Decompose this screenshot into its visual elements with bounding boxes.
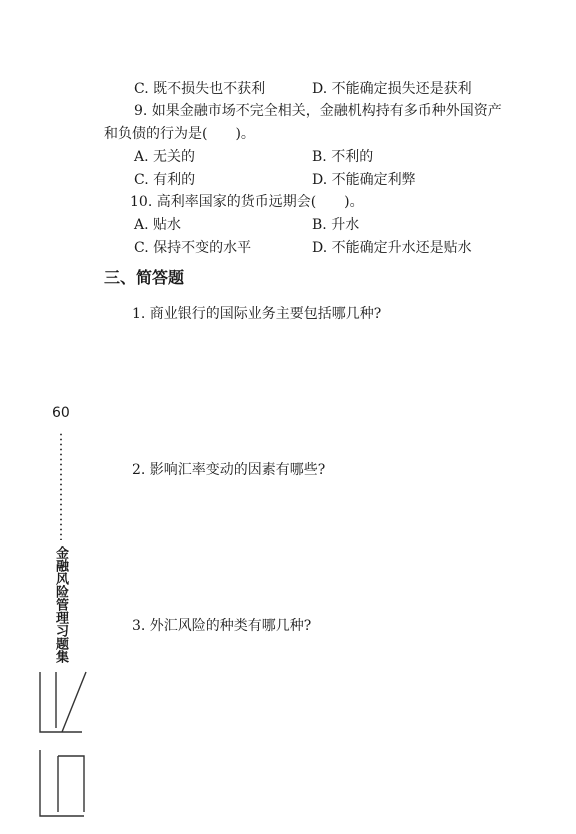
margin-dotted-rule [60,432,62,540]
q9-stem-line1: 9. 如果金融市场不完全相关，金融机构持有多币种外国资产 [134,103,502,119]
deco-frame-bottom-right [58,756,84,812]
q9-option-d: D. 不能确定利弊 [312,172,416,188]
q8-option-c: C. 既不损失也不获利 [134,81,266,97]
q9-option-b: B. 不利的 [312,149,374,165]
q10-stem: 10. 高利率国家的货币远期会( )。 [130,194,364,210]
margin-decoration-graphic [34,668,90,824]
q9-option-a: A. 无关的 [134,149,196,165]
deco-frame-bottom-left [40,750,84,816]
book-title-vertical: 金融风险管理习题集 [53,546,68,663]
q10-option-a: A. 贴水 [134,217,182,233]
short-answer-q3: 3. 外汇风险的种类有哪几种? [132,618,312,634]
q9-stem-line2: 和负债的行为是( )。 [104,126,255,142]
q8-option-d: D. 不能确定损失还是获利 [312,81,472,97]
short-answer-q1: 1. 商业银行的国际业务主要包括哪几种? [132,306,382,322]
q9-option-c: C. 有利的 [134,172,196,188]
page-number: 60 [52,405,70,421]
deco-frame-top-left [40,672,82,732]
short-answer-q2: 2. 影响汇率变动的因素有哪些? [132,462,326,478]
q10-option-b: B. 升水 [312,217,360,233]
section-heading: 三、简答题 [104,268,185,287]
q10-option-d: D. 不能确定升水还是贴水 [312,240,472,256]
q10-option-c: C. 保持不变的水平 [134,240,252,256]
deco-diagonal-line [62,672,86,732]
